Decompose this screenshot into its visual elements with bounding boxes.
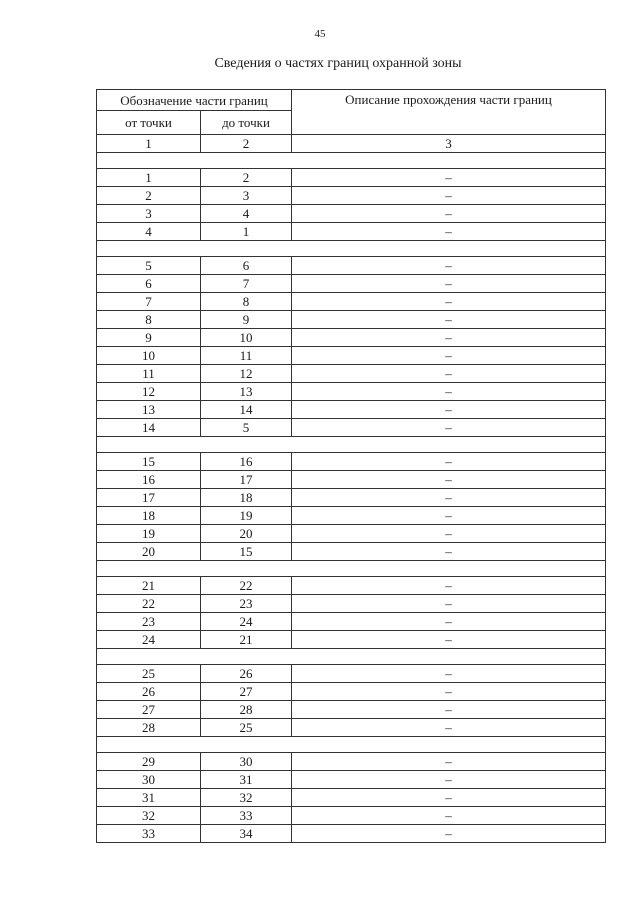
table-row [97, 275, 606, 293]
cell-from-point: 30 [97, 771, 201, 789]
table-row [97, 329, 606, 347]
group-separator-row [97, 241, 606, 257]
table-row [97, 453, 606, 471]
cell-description: – [292, 753, 606, 771]
cell-from-point: 22 [97, 595, 201, 613]
cell-to-point: 7 [201, 275, 292, 293]
table-row [97, 789, 606, 807]
cell-to-point: 16 [201, 453, 292, 471]
group-separator-cell [97, 153, 606, 169]
table-row [97, 169, 606, 187]
header-boundary-designation: Обозначение части границ [97, 90, 292, 111]
cell-to-point: 32 [201, 789, 292, 807]
table-row [97, 683, 606, 701]
cell-to-point: 13 [201, 383, 292, 401]
table-row [97, 293, 606, 311]
table-row [97, 807, 606, 825]
cell-from-point: 23 [97, 613, 201, 631]
cell-from-point: 16 [97, 471, 201, 489]
header-to-point: до точки [201, 111, 292, 135]
cell-to-point: 17 [201, 471, 292, 489]
column-number-1: 1 [97, 135, 201, 153]
cell-description: – [292, 683, 606, 701]
cell-from-point: 26 [97, 683, 201, 701]
cell-from-point: 10 [97, 347, 201, 365]
table-row [97, 525, 606, 543]
cell-description: – [292, 187, 606, 205]
cell-to-point: 22 [201, 577, 292, 595]
table-row [97, 347, 606, 365]
cell-to-point: 19 [201, 507, 292, 525]
cell-from-point: 15 [97, 453, 201, 471]
cell-to-point: 33 [201, 807, 292, 825]
cell-from-point: 7 [97, 293, 201, 311]
table-row [97, 383, 606, 401]
cell-to-point: 1 [201, 223, 292, 241]
cell-description: – [292, 489, 606, 507]
table-row [97, 613, 606, 631]
table-row [97, 187, 606, 205]
cell-to-point: 18 [201, 489, 292, 507]
cell-description: – [292, 543, 606, 561]
group-separator-row [97, 437, 606, 453]
cell-description: – [292, 223, 606, 241]
cell-from-point: 29 [97, 753, 201, 771]
cell-from-point: 11 [97, 365, 201, 383]
page-number: 45 [314, 28, 326, 40]
table-row [97, 595, 606, 613]
cell-from-point: 28 [97, 719, 201, 737]
cell-from-point: 19 [97, 525, 201, 543]
cell-from-point: 21 [97, 577, 201, 595]
group-separator-cell [97, 437, 606, 453]
cell-description: – [292, 419, 606, 437]
cell-from-point: 1 [97, 169, 201, 187]
cell-description: – [292, 507, 606, 525]
cell-to-point: 4 [201, 205, 292, 223]
cell-description: – [292, 205, 606, 223]
table-row [97, 631, 606, 649]
cell-to-point: 6 [201, 257, 292, 275]
header-description: Описание прохождения части границ [292, 90, 606, 135]
cell-to-point: 12 [201, 365, 292, 383]
cell-to-point: 20 [201, 525, 292, 543]
cell-description: – [292, 577, 606, 595]
table-row [97, 311, 606, 329]
cell-description: – [292, 293, 606, 311]
boundary-parts-table [96, 89, 606, 843]
group-separator-cell [97, 649, 606, 665]
group-separator-row [97, 649, 606, 665]
cell-from-point: 12 [97, 383, 201, 401]
cell-description: – [292, 789, 606, 807]
cell-description: – [292, 613, 606, 631]
cell-description: – [292, 665, 606, 683]
cell-to-point: 24 [201, 613, 292, 631]
cell-from-point: 5 [97, 257, 201, 275]
cell-description: – [292, 311, 606, 329]
cell-description: – [292, 701, 606, 719]
cell-from-point: 18 [97, 507, 201, 525]
cell-description: – [292, 719, 606, 737]
cell-description: – [292, 169, 606, 187]
cell-to-point: 9 [201, 311, 292, 329]
table-row [97, 489, 606, 507]
cell-to-point: 21 [201, 631, 292, 649]
table-row [97, 665, 606, 683]
cell-to-point: 2 [201, 169, 292, 187]
table-row [97, 205, 606, 223]
cell-from-point: 20 [97, 543, 201, 561]
cell-to-point: 10 [201, 329, 292, 347]
table-row [97, 719, 606, 737]
cell-from-point: 33 [97, 825, 201, 843]
cell-to-point: 28 [201, 701, 292, 719]
cell-description: – [292, 453, 606, 471]
cell-description: – [292, 525, 606, 543]
cell-description: – [292, 771, 606, 789]
cell-description: – [292, 365, 606, 383]
cell-to-point: 11 [201, 347, 292, 365]
cell-to-point: 25 [201, 719, 292, 737]
cell-to-point: 15 [201, 543, 292, 561]
column-number-2: 2 [201, 135, 292, 153]
cell-to-point: 26 [201, 665, 292, 683]
cell-description: – [292, 471, 606, 489]
cell-description: – [292, 807, 606, 825]
cell-from-point: 3 [97, 205, 201, 223]
cell-description: – [292, 825, 606, 843]
table-row [97, 223, 606, 241]
page-title: Сведения о частях границ охранной зоны [214, 56, 462, 71]
cell-description: – [292, 383, 606, 401]
table-row [97, 825, 606, 843]
cell-from-point: 32 [97, 807, 201, 825]
cell-from-point: 24 [97, 631, 201, 649]
cell-from-point: 6 [97, 275, 201, 293]
cell-from-point: 8 [97, 311, 201, 329]
group-separator-row [97, 737, 606, 753]
group-separator-cell [97, 561, 606, 577]
table-row [97, 577, 606, 595]
cell-description: – [292, 595, 606, 613]
cell-description: – [292, 347, 606, 365]
cell-from-point: 14 [97, 419, 201, 437]
cell-from-point: 9 [97, 329, 201, 347]
cell-from-point: 17 [97, 489, 201, 507]
cell-to-point: 31 [201, 771, 292, 789]
cell-to-point: 14 [201, 401, 292, 419]
group-separator-cell [97, 241, 606, 257]
cell-description: – [292, 631, 606, 649]
cell-description: – [292, 329, 606, 347]
cell-from-point: 13 [97, 401, 201, 419]
cell-to-point: 23 [201, 595, 292, 613]
cell-to-point: 8 [201, 293, 292, 311]
cell-to-point: 5 [201, 419, 292, 437]
cell-from-point: 25 [97, 665, 201, 683]
cell-from-point: 31 [97, 789, 201, 807]
cell-from-point: 4 [97, 223, 201, 241]
table-row [97, 471, 606, 489]
group-separator-row [97, 153, 606, 169]
table-row [97, 701, 606, 719]
group-separator-row [97, 561, 606, 577]
cell-description: – [292, 401, 606, 419]
cell-to-point: 3 [201, 187, 292, 205]
column-number-3: 3 [292, 135, 606, 153]
table-row [97, 753, 606, 771]
table-row [97, 543, 606, 561]
cell-to-point: 30 [201, 753, 292, 771]
table-body [97, 153, 606, 843]
header-from-point: от точки [97, 111, 201, 135]
table-row [97, 257, 606, 275]
cell-description: – [292, 275, 606, 293]
group-separator-cell [97, 737, 606, 753]
cell-description: – [292, 257, 606, 275]
table-row [97, 771, 606, 789]
cell-to-point: 34 [201, 825, 292, 843]
table-row [97, 419, 606, 437]
table-row [97, 401, 606, 419]
table-row [97, 365, 606, 383]
cell-to-point: 27 [201, 683, 292, 701]
cell-from-point: 27 [97, 701, 201, 719]
cell-from-point: 2 [97, 187, 201, 205]
table-row [97, 507, 606, 525]
